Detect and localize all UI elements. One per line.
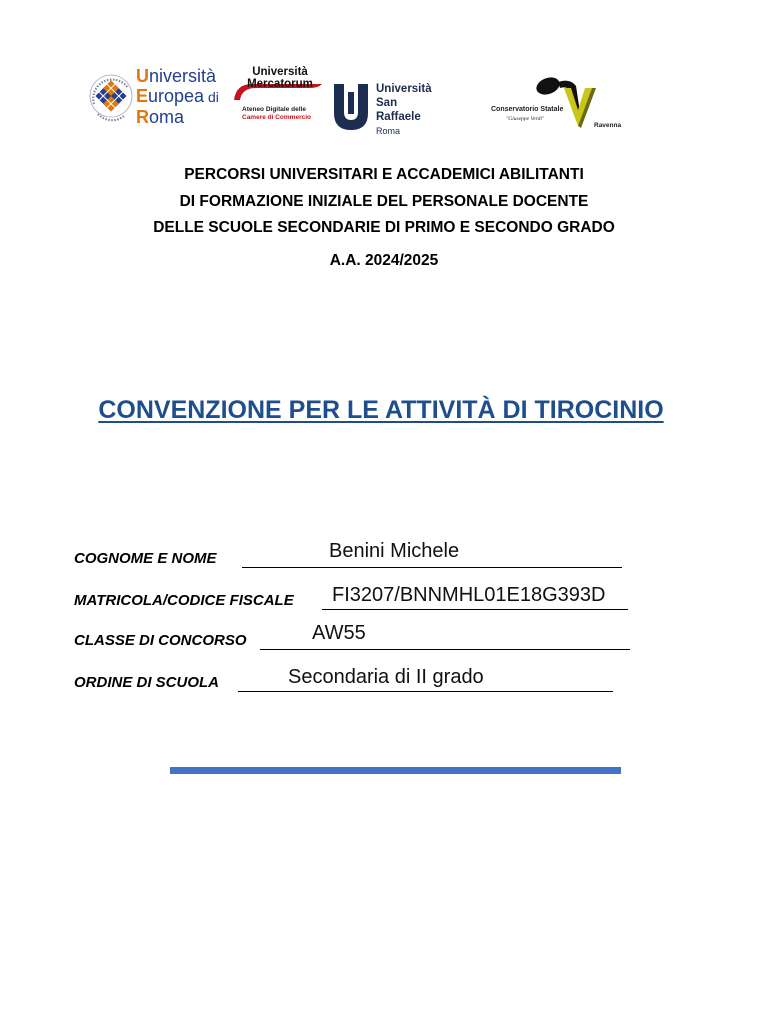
matricola-value[interactable]: FI3207/BNNMHL01E18G393D [332,584,606,606]
logo-strip [88,62,633,136]
conservatorio-city: Ravenna [594,122,622,129]
uer-logo [88,64,228,132]
class-field [74,622,634,652]
document-title [0,396,762,425]
name-label: COGNOME E NOME [74,550,217,567]
conservatorio-name: Conservatorio Statale [491,106,564,113]
uer-name: Università Europea di Roma [136,66,219,127]
class-label: CLASSE DI CONCORSO [74,632,247,649]
matricola-underline [322,609,628,610]
sanraffaele-logo [332,78,444,136]
mercatorum-subtitle: Ateneo Digitale delle Camere di Commercio [242,106,311,121]
school-order-label: ORDINE DI SCUOLA [74,674,220,691]
name-field [74,540,634,570]
conservatorio-logo [488,76,633,132]
class-value[interactable]: AW55 [312,622,366,644]
school-order-underline [238,691,613,692]
school-order-value[interactable]: Secondaria di II grado [288,666,484,688]
school-order-field [74,664,634,694]
conservatorio-subtitle: "Giuseppe Verdi" [506,116,545,122]
name-underline [242,567,622,568]
document-title-text: CONVENZIONE PER LE ATTIVITÀ DI TIROCINIO [98,396,664,424]
sanraffaele-name: Università San Raffaele Roma [376,83,432,136]
mercatorum-title: Università Mercatorum [247,66,313,90]
class-underline [260,649,630,650]
heading-line-1: PERCORSI UNIVERSITARI E ACCADEMICI ABILITANTI [184,166,584,183]
sanraffaele-u-icon [332,82,370,132]
name-value[interactable]: Benini Michele [329,540,460,562]
heading-line-3: DELLE SCUOLE SECONDARIE DI PRIMO E SECONDO GRADO [153,219,615,236]
matricola-field [74,582,664,612]
blue-divider [170,767,621,774]
heading-line-2: DI FORMAZIONE INIZIALE DEL PERSONALE DOCENTE [179,192,589,210]
matricola-label: MATRICOLA/CODICE FISCALE [74,592,294,609]
uer-seal-icon [88,64,134,128]
mercatorum-logo [230,66,326,132]
academic-year: A.A. 2024/2025 [329,252,439,269]
program-heading [0,162,768,242]
